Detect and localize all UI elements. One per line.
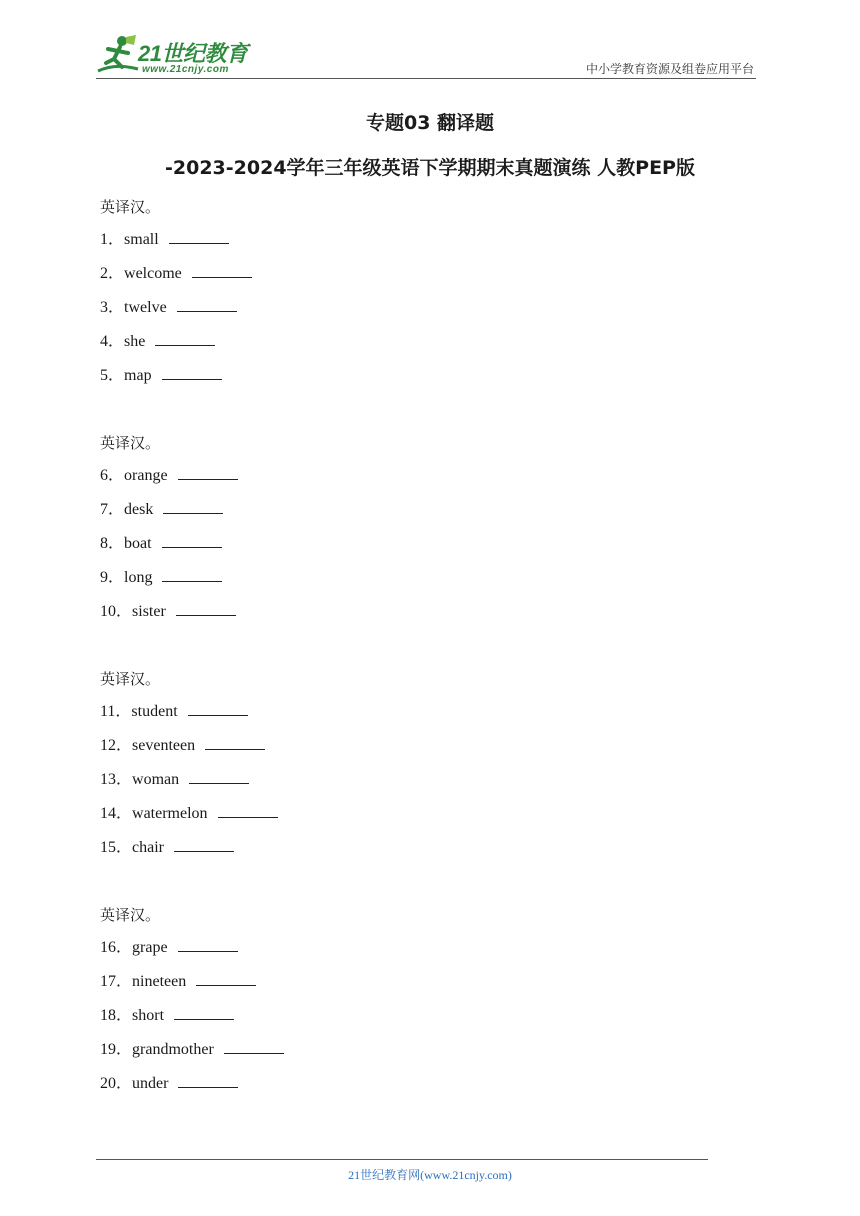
question-item	[100, 599, 760, 633]
question-word: woman	[132, 771, 180, 788]
question-number: 16．	[100, 939, 133, 956]
question-word: nineteen	[132, 973, 187, 990]
question-number: 14．	[100, 805, 133, 822]
question-item	[100, 1003, 760, 1037]
exercise-section	[100, 429, 760, 633]
question-number: 8．	[100, 535, 125, 552]
question-item	[100, 733, 760, 767]
question-item	[100, 969, 760, 1003]
logo-url: www.21cnjy.com	[142, 64, 229, 75]
answer-blank[interactable]	[162, 363, 222, 380]
question-item	[100, 295, 760, 329]
question-word: she	[124, 333, 146, 350]
question-item	[100, 1037, 760, 1071]
question-word: grape	[132, 939, 168, 956]
question-item	[100, 531, 760, 565]
question-number: 13．	[100, 771, 133, 788]
section-heading: 英译汉。	[100, 670, 161, 688]
exercise-section	[100, 665, 760, 869]
footer-divider	[96, 1159, 708, 1160]
question-word: boat	[124, 535, 152, 552]
site-logo[interactable]	[92, 33, 262, 81]
answer-blank[interactable]	[205, 733, 265, 750]
answer-blank[interactable]	[176, 599, 236, 616]
answer-blank[interactable]	[174, 1003, 234, 1020]
answer-blank[interactable]	[224, 1037, 284, 1054]
section-heading: 英译汉。	[100, 198, 161, 216]
question-item	[100, 261, 760, 295]
question-word: twelve	[124, 299, 167, 316]
page-header	[0, 0, 860, 90]
answer-blank[interactable]	[162, 531, 222, 548]
header-divider	[96, 78, 756, 79]
section-gap	[100, 869, 760, 901]
question-number: 7．	[100, 501, 125, 518]
answer-blank[interactable]	[177, 295, 237, 312]
question-item	[100, 1071, 760, 1105]
question-item	[100, 935, 760, 969]
question-number: 15．	[100, 839, 133, 856]
question-number: 10．	[100, 603, 133, 620]
answer-blank[interactable]	[169, 227, 229, 244]
question-word: student	[131, 703, 178, 720]
logo-text: 21世纪教育	[138, 41, 248, 66]
answer-blank[interactable]	[218, 801, 278, 818]
question-number: 12．	[100, 737, 133, 754]
question-number: 20．	[100, 1075, 133, 1092]
question-item	[100, 363, 760, 397]
answer-blank[interactable]	[162, 565, 222, 582]
section-heading: 英译汉。	[100, 906, 161, 924]
exercise-section	[100, 193, 760, 397]
answer-blank[interactable]	[174, 835, 234, 852]
question-word: orange	[124, 467, 168, 484]
question-number: 19．	[100, 1041, 133, 1058]
answer-blank[interactable]	[189, 767, 249, 784]
question-item	[100, 835, 760, 869]
question-number: 17．	[100, 973, 133, 990]
answer-blank[interactable]	[188, 699, 248, 716]
question-item	[100, 463, 760, 497]
answer-blank[interactable]	[178, 1071, 238, 1088]
question-item	[100, 767, 760, 801]
section-gap	[100, 397, 760, 429]
section-gap	[100, 633, 760, 665]
question-number: 18．	[100, 1007, 133, 1024]
question-number: 11．	[100, 703, 132, 720]
exercise-content	[100, 193, 760, 1105]
platform-tagline: 中小学教育资源及组卷应用平台	[585, 62, 754, 76]
question-item	[100, 565, 760, 599]
question-item	[100, 329, 760, 363]
footer-link[interactable]: 21世纪教育网(www.21cnjy.com)	[348, 1168, 512, 1182]
question-number: 6．	[100, 467, 125, 484]
question-number: 4．	[100, 333, 125, 350]
answer-blank[interactable]	[178, 463, 238, 480]
question-word: watermelon	[132, 805, 208, 822]
question-word: desk	[124, 501, 154, 518]
question-word: small	[124, 231, 159, 248]
section-heading: 英译汉。	[100, 434, 161, 452]
question-item	[100, 227, 760, 261]
question-word: map	[124, 367, 152, 384]
page-subtitle: -2023-2024学年三年级英语下学期期末真题演练 人教PEP版	[165, 157, 695, 179]
question-item	[100, 699, 760, 733]
question-number: 9．	[100, 569, 125, 586]
question-number: 2．	[100, 265, 125, 282]
question-word: welcome	[124, 265, 182, 282]
question-number: 3．	[100, 299, 125, 316]
page-title: 专题03 翻译题	[365, 112, 495, 134]
answer-blank[interactable]	[196, 969, 256, 986]
answer-blank[interactable]	[155, 329, 215, 346]
question-word: grandmother	[132, 1041, 214, 1058]
question-number: 5．	[100, 367, 125, 384]
runner-logo-icon	[92, 33, 140, 77]
answer-blank[interactable]	[178, 935, 238, 952]
question-item	[100, 497, 760, 531]
question-word: seventeen	[132, 737, 196, 754]
question-word: under	[132, 1075, 169, 1092]
question-word: sister	[132, 603, 166, 620]
question-item	[100, 801, 760, 835]
answer-blank[interactable]	[163, 497, 223, 514]
answer-blank[interactable]	[192, 261, 252, 278]
question-number: 1．	[100, 231, 125, 248]
question-word: short	[132, 1007, 165, 1024]
question-word: chair	[132, 839, 164, 856]
question-word: long	[124, 569, 153, 586]
exercise-section	[100, 901, 760, 1105]
